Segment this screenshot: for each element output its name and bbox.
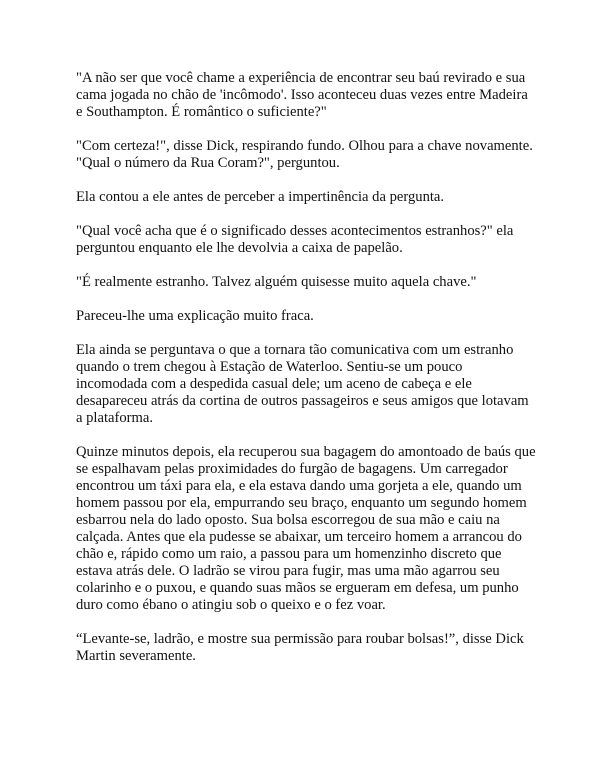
paragraph-5: "É realmente estranho. Talvez alguém quisesse muito aquela chave." (76, 274, 477, 290)
paragraph-3: Ela contou a ele antes de perceber a impertinência da pergunta. (76, 189, 445, 205)
paragraph-8: Quinze minutos depois, ela recuperou sua bagagem do amontoado de baús que se espalhavam pelas proximidades do furgão de bagagens. Um carregador encontrou um táxi para ela, e ela estava dando uma gorjeta a ele, quando um homem passou por ela, empurrando seu braço, enquanto um segundo homem esbarrou nela do lado oposto. Sua bolsa escorregou de sua mão e caiu na calçada. Antes que ela pudesse se abaixar, um terceiro homem a arrancou do chão e, rápido como um raio, a passou para um homenzinho discreto que estava atrás dele. O ladrão se virou para fugir, mas uma mão agarrou seu colarinho e o puxou, e quando suas mãos se ergueram em defesa, um punho duro como ébano o atingiu sob o queixo e o fez voar. (76, 444, 536, 613)
document-page (76, 70, 536, 665)
paragraph-7: Ela ainda se perguntava o que a tornara tão comunicativa com um estranho quando o trem chegou à Estação de Waterloo. Sentiu-se um pouco incomodada com a despedida casual dele; um aceno de cabeça e ele desapareceu atrás da cortina de outros passageiros e seus amigos que lotavam a plataforma. (76, 342, 529, 426)
paragraph-6: Pareceu-lhe uma explicação muito fraca. (76, 308, 314, 324)
paragraph-4: "Qual você acha que é o significado desses acontecimentos estranhos?" ela perguntou enquanto ele lhe devolvia a caixa de papelão. (76, 223, 514, 256)
paragraph-1: "A não ser que você chame a experiência de encontrar seu baú revirado e sua cama jogada no chão de 'incômodo'. Isso aconteceu duas vezes entre Madeira e Southampton. É romântico o suficiente?" (76, 70, 528, 120)
paragraph-9: “Levante-se, ladrão, e mostre sua permissão para roubar bolsas!”, disse Dick Martin severamente. (76, 631, 524, 664)
paragraph-2: "Com certeza!", disse Dick, respirando fundo. Olhou para a chave novamente. "Qual o número da Rua Coram?", perguntou. (76, 138, 533, 171)
